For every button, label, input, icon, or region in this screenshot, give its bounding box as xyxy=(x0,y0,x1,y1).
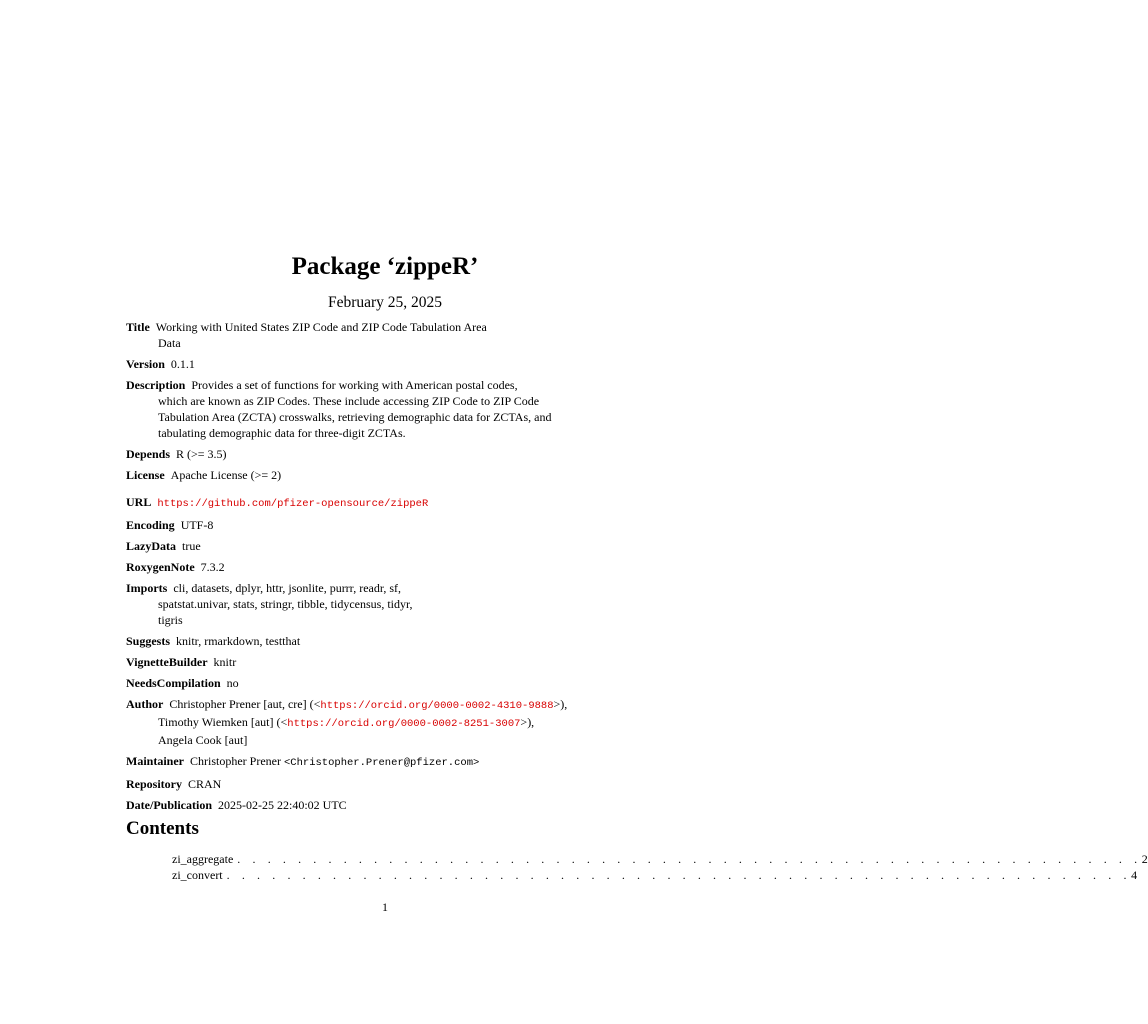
package-title: Package ‘zippeR’ xyxy=(291,253,479,280)
field-label: RoxygenNote xyxy=(126,560,195,574)
field-depends xyxy=(126,446,596,462)
field-label: Repository xyxy=(126,777,182,791)
field-label: Maintainer xyxy=(126,754,184,768)
field-label: URL xyxy=(126,495,152,509)
field-value: knitr xyxy=(213,655,237,669)
field-encoding xyxy=(126,517,596,533)
field-author xyxy=(126,696,596,748)
field-label: Version xyxy=(126,357,165,371)
field-roxygennote xyxy=(126,559,596,575)
orcid-link[interactable]: https://orcid.org/0000-0002-4310-9888 xyxy=(320,700,554,712)
toc-entry-page[interactable]: 2 xyxy=(1141,852,1148,866)
maintainer-email: <Christopher.Prener@pfizer.com> xyxy=(283,757,480,769)
toc-entry[interactable] xyxy=(172,851,1148,867)
field-label: License xyxy=(126,468,165,482)
field-maintainer xyxy=(126,753,596,771)
url-link[interactable]: https://github.com/pfizer-opensource/zippeR xyxy=(157,498,429,510)
field-version xyxy=(126,356,596,372)
author-line xyxy=(126,714,596,732)
field-value: UTF-8 xyxy=(180,518,214,532)
toc-entry-name[interactable]: zi_aggregate xyxy=(172,852,234,866)
field-value-cont: Data xyxy=(158,336,181,350)
field-value: knitr, rmarkdown, testthat xyxy=(176,634,301,648)
field-needscompilation xyxy=(126,675,596,691)
table-of-contents xyxy=(172,851,1148,883)
field-value: Working with United States ZIP Code and ZIP Code Tabulation Area xyxy=(155,320,487,334)
toc-leader: . . . . . . . . . . . . . . . . . . . . . . . . . . . . . . . . . . . . . . . . . . . . . . . . . . . . . . . . . . . . xyxy=(226,868,1132,882)
description-fields xyxy=(126,319,596,818)
author-text: Timothy Wiemken [aut] (< xyxy=(158,715,288,729)
field-label: Title xyxy=(126,320,150,334)
field-vignettebuilder xyxy=(126,654,596,670)
package-date: February 25, 2025 xyxy=(327,294,443,311)
field-label: Suggests xyxy=(126,634,171,648)
author-text: >), xyxy=(553,697,568,711)
field-value: no xyxy=(226,676,239,690)
field-url xyxy=(126,494,596,512)
field-label: Description xyxy=(126,378,186,392)
page-number: 1 xyxy=(382,900,388,914)
field-date-publication xyxy=(126,797,596,813)
field-value: true xyxy=(182,539,201,553)
field-label: NeedsCompilation xyxy=(126,676,221,690)
maintainer-name: Christopher Prener xyxy=(190,754,281,768)
field-label: Encoding xyxy=(126,518,175,532)
field-label: Imports xyxy=(126,581,168,595)
field-description xyxy=(126,377,596,441)
field-imports xyxy=(126,580,596,628)
field-label: Date/Publication xyxy=(126,798,212,812)
field-value-cont: tabulating demographic data for three-digit ZCTAs. xyxy=(158,426,406,440)
field-value: Provides a set of functions for working with American postal codes, xyxy=(191,378,518,392)
field-title xyxy=(126,319,596,351)
field-value: 0.1.1 xyxy=(170,357,195,371)
orcid-link[interactable]: https://orcid.org/0000-0002-8251-3007 xyxy=(287,718,521,730)
field-value: 2025-02-25 22:40:02 UTC xyxy=(218,798,347,812)
field-value-cont: tigris xyxy=(158,613,183,627)
field-label: VignetteBuilder xyxy=(126,655,208,669)
field-value: CRAN xyxy=(188,777,222,791)
field-value: cli, datasets, dplyr, httr, jsonlite, purrr, readr, sf, xyxy=(173,581,402,595)
field-value: R (>= 3.5) xyxy=(176,447,227,461)
toc-entry[interactable] xyxy=(172,867,1138,883)
field-label: Author xyxy=(126,697,164,711)
field-repository xyxy=(126,776,596,792)
toc-leader: . . . . . . . . . . . . . . . . . . . . . . . . . . . . . . . . . . . . . . . . . . . . . . . . . . . . . . . . . . . . xyxy=(237,852,1142,866)
field-value-cont: which are known as ZIP Codes. These include accessing ZIP Code to ZIP Code xyxy=(158,394,540,408)
field-value: 7.3.2 xyxy=(200,560,225,574)
field-value-cont: Tabulation Area (ZCTA) crosswalks, retrieving demographic data for ZCTAs, and xyxy=(158,410,552,424)
author-line: Angela Cook [aut] xyxy=(158,733,248,747)
field-label: Depends xyxy=(126,447,171,461)
field-value: Apache License (>= 2) xyxy=(170,468,282,482)
contents-heading: Contents xyxy=(126,818,199,839)
field-lazydata xyxy=(126,538,596,554)
field-label: LazyData xyxy=(126,539,176,553)
toc-entry-name[interactable]: zi_convert xyxy=(172,868,223,882)
author-text: Christopher Prener [aut, cre] (< xyxy=(169,697,321,711)
field-suggests xyxy=(126,633,596,649)
field-value-cont: spatstat.univar, stats, stringr, tibble, tidycensus, tidyr, xyxy=(158,597,413,611)
toc-entry-page[interactable]: 4 xyxy=(1131,868,1138,882)
author-text: >), xyxy=(520,715,535,729)
field-license xyxy=(126,467,596,483)
